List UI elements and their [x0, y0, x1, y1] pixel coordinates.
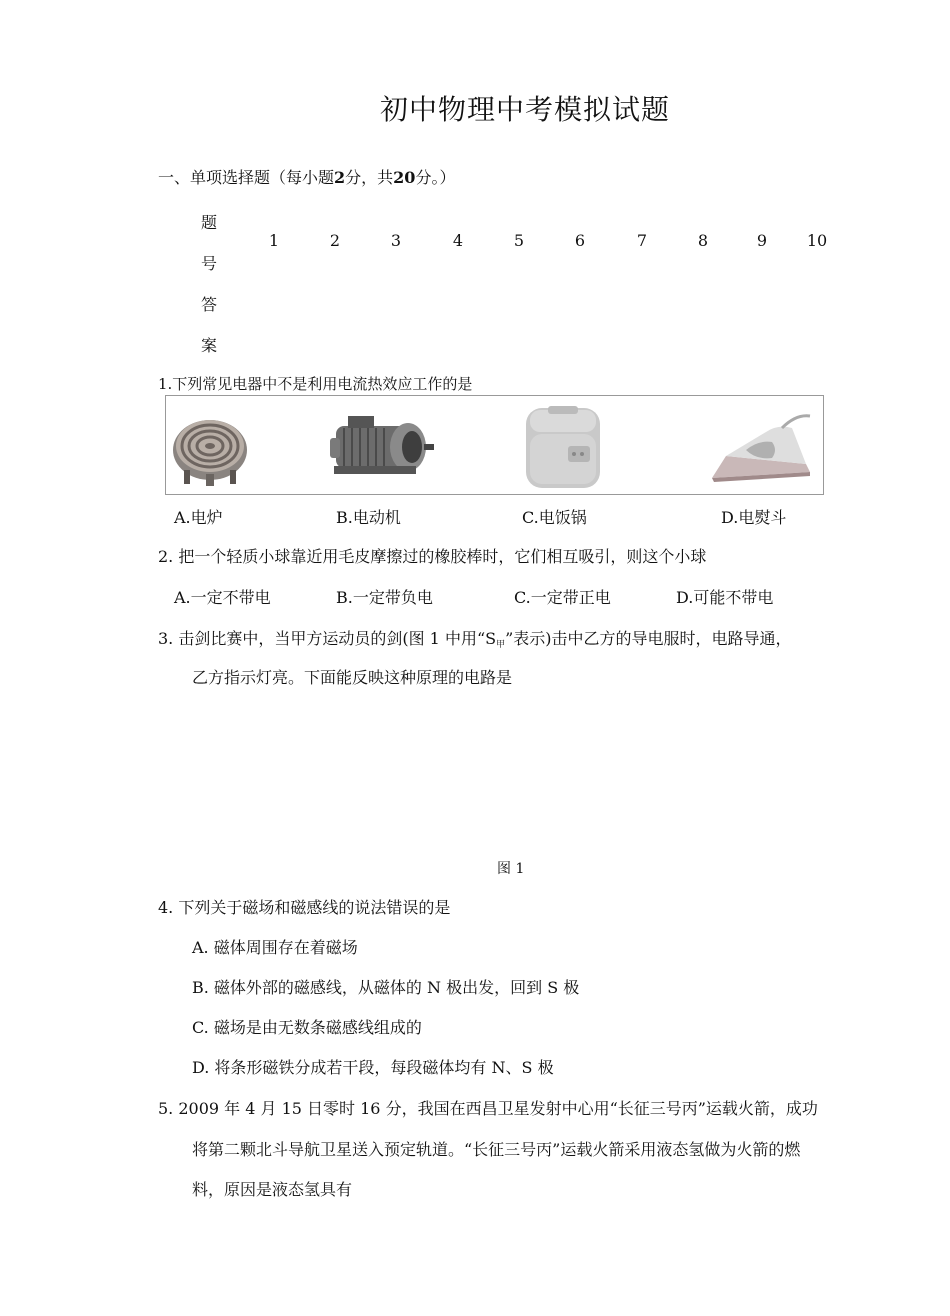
- q3-line-2: 乙方指示灯亮。下面能反映这种原理的电路是: [192, 668, 513, 687]
- q5-line-1: 5. 2009 年 4 月 15 日零时 16 分，我国在西昌卫星发射中心用“长征三号丙”运载火箭，成功: [158, 1099, 818, 1118]
- question-number-cell: 9: [756, 231, 768, 250]
- q2-stem: 2. 把一个轻质小球靠近用毛皮摩擦过的橡胶棒时，它们相互吸引，则这个小球: [158, 547, 707, 566]
- q3-line-1-subscript: 甲: [496, 640, 506, 650]
- table-label-char: 题: [200, 213, 217, 232]
- figure-caption: 图 1: [497, 861, 525, 877]
- section-heading-post: 分。）: [415, 168, 456, 187]
- q2-option-d: D.可能不带电: [676, 588, 774, 607]
- question-number-cell: 6: [574, 231, 586, 250]
- q4-stem: 4. 下列关于磁场和磁感线的说法错误的是: [158, 898, 451, 917]
- question-number-cell: 10: [806, 231, 828, 250]
- question-number-cell: 4: [452, 231, 464, 250]
- question-number-cell: 3: [390, 231, 402, 250]
- q1-stem: 1.下列常见电器中不是利用电流热效应工作的是: [158, 375, 473, 393]
- question-number-cell: 8: [697, 231, 709, 250]
- q5-line-2: 将第二颗北斗导航卫星送入预定轨道。“长征三号丙”运载火箭采用液态氢做为火箭的燃: [192, 1140, 801, 1159]
- q5-line-3: 料，原因是液态氢具有: [192, 1180, 353, 1199]
- q4-option-c: C. 磁场是由无数条磁感线组成的: [192, 1018, 422, 1037]
- q3-line-1-post: ”表示)击中乙方的导电服时，电路导通，: [505, 629, 792, 648]
- question-number-cell: 1: [268, 231, 280, 250]
- q4-option-b: B. 磁体外部的磁感线，从磁体的 N 极出发，回到 S 极: [192, 978, 580, 997]
- q4-option-d: D. 将条形磁铁分成若干段，每段磁体均有 N、S 极: [192, 1058, 554, 1077]
- table-label-char: 答: [200, 295, 217, 314]
- question-number-cell: 7: [636, 231, 648, 250]
- q3-line-1-pre: 3. 击剑比赛中，当甲方运动员的剑(图 1 中用“S: [158, 629, 497, 648]
- q1-image-strip: [165, 395, 824, 495]
- rice-cooker-image: [518, 402, 608, 492]
- table-label-char: 案: [200, 336, 217, 355]
- q1-option-a: A.电炉: [174, 508, 223, 527]
- q1-option-d: D.电熨斗: [721, 508, 787, 527]
- electric-stove-image: [170, 408, 250, 488]
- table-label-char: 号: [200, 254, 217, 273]
- q1-option-c: C.电饭锅: [522, 508, 587, 527]
- q3-line-1: [158, 629, 792, 655]
- q2-option-b: B.一定带负电: [336, 588, 433, 607]
- section-heading-mid: 分，共: [345, 168, 394, 187]
- q2-option-a: A.一定不带电: [174, 588, 271, 607]
- electric-motor-image: [326, 410, 436, 486]
- electric-iron-image: [706, 410, 816, 486]
- section-heading-pre: 一、单项选择题（每小题: [158, 168, 335, 187]
- section-heading-total: 20: [393, 168, 416, 187]
- q2-option-c: C.一定带正电: [514, 588, 611, 607]
- page-title: 初中物理中考模拟试题: [379, 93, 670, 126]
- question-number-cell: 2: [329, 231, 341, 250]
- q1-option-b: B.电动机: [336, 508, 401, 527]
- question-number-cell: 5: [513, 231, 525, 250]
- q4-option-a: A. 磁体周围存在着磁场: [192, 938, 358, 957]
- section-heading: [158, 168, 455, 188]
- section-heading-points: 2: [334, 168, 346, 187]
